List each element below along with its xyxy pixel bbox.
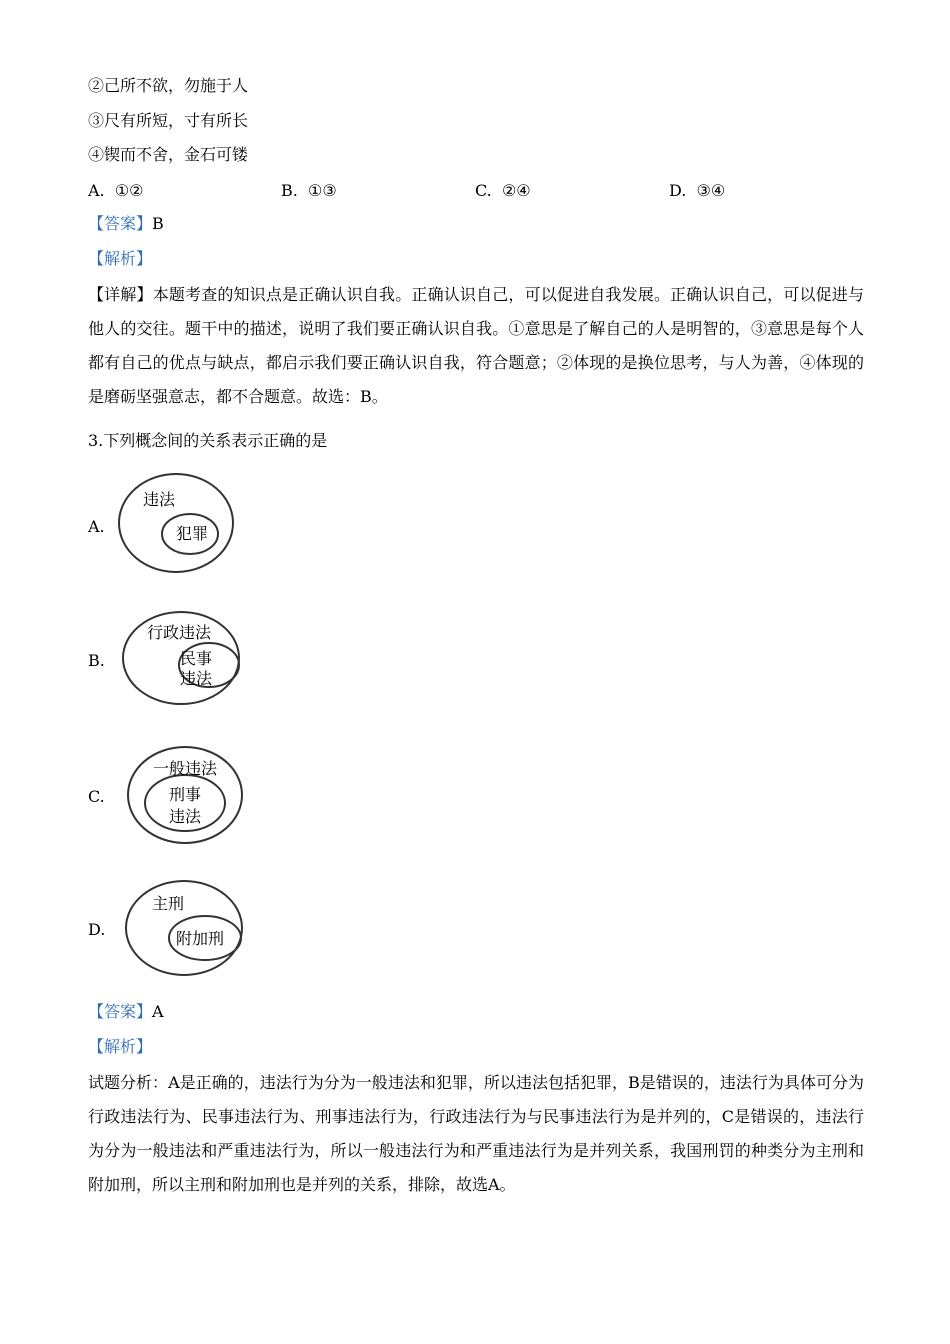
q3-option-b-label: B. <box>88 651 105 670</box>
q3-analysis: 试题分析：A是正确的，违法行为分为一般违法和犯罪，所以违法包括犯罪，B是错误的，违法行为具体可分为行政违法行为、民事违法行为、刑事违法行为，行政违法行为与民事违法行为是并列的，C是错误的，违法行为分为一般违法和严重违法行为，所以一般违法行为和严重违法行为是并列关系，我国刑罚的种类分为主刑和附加刑，所以主刑和附加刑也是并列的关系，排除，故选A。 <box>88 1073 864 1194</box>
answer-tag: 【答案】 <box>88 214 153 233</box>
q2-item-3: ③尺有所短，寸有所长 <box>88 111 249 130</box>
q2-item-4: ④锲而不舍，金石可镂 <box>88 145 249 164</box>
q3-answer <box>88 1001 164 1023</box>
answer-tag: 【答案】 <box>88 1002 153 1021</box>
q3-option-a-diagram <box>118 472 238 576</box>
q2-option-c: C. ②④ <box>475 181 531 200</box>
inner-label-2: 违法 <box>180 669 213 688</box>
inner-label: 犯罪 <box>176 524 209 543</box>
q2-item-2: ②己所不欲，勿施于人 <box>88 76 249 95</box>
q3-option-c-diagram <box>125 744 247 846</box>
answer-value: B <box>152 214 164 233</box>
q3-stem: 3.下列概念间的关系表示正确的是 <box>88 431 328 450</box>
q2-analysis-heading <box>88 248 152 270</box>
outer-label: 一般违法 <box>153 759 218 778</box>
q3-option-c-label: C. <box>88 787 105 806</box>
answer-value: A <box>152 1002 164 1021</box>
q3-option-d-label: D. <box>88 920 106 939</box>
inner-label-2: 违法 <box>169 807 202 826</box>
outer-circle <box>119 474 233 572</box>
outer-label: 主刑 <box>152 894 185 913</box>
analysis-tag: 【解析】 <box>88 249 153 268</box>
inner-label-1: 刑事 <box>169 785 202 804</box>
inner-label-1: 民事 <box>180 649 213 668</box>
q3-option-d-diagram <box>124 878 246 978</box>
inner-label: 附加刑 <box>176 929 225 948</box>
detail-tag: 【详解】 <box>88 285 153 304</box>
analysis-tag: 【解析】 <box>88 1037 153 1056</box>
q3-option-a-label: A. <box>88 517 105 536</box>
q3-option-b-diagram <box>121 608 245 708</box>
q3-analysis-heading <box>88 1036 152 1058</box>
outer-label: 行政违法 <box>147 623 212 642</box>
detail-text: 本题考查的知识点是正确认识自我。正确认识自己，可以促进自我发展。正确认识自己，可以促进与他人的交往。题干中的描述，说明了我们要正确认识自我。①意思是了解自己的人是明智的，③意思是每个人都有自己的优点与缺点，都启示我们要正确认识自我，符合题意；②体现的是换位思考，与人为善，④体现的是磨砺坚强意志，都不合题意。故选：B。 <box>88 285 864 406</box>
q2-option-d: D. ③④ <box>669 181 726 200</box>
outer-label: 违法 <box>143 490 176 509</box>
q2-option-b: B. ①③ <box>281 181 337 200</box>
q2-option-a: A. ①② <box>88 181 144 200</box>
q2-answer <box>88 213 164 235</box>
q2-detail <box>88 278 864 414</box>
